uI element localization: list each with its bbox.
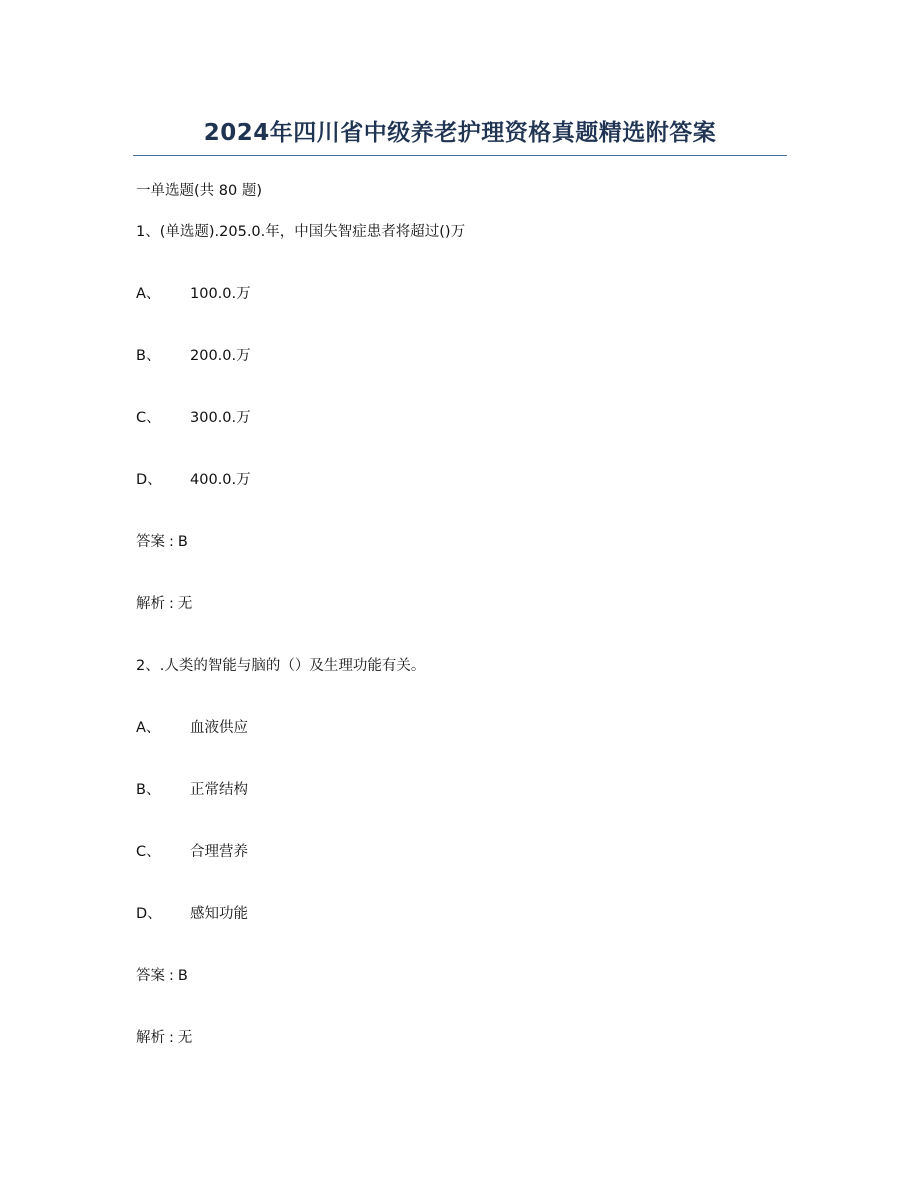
question-stem-1: 1、(单选题).205.0.年，中国失智症患者将超过()万 <box>136 224 466 240</box>
answer-label: 答案 <box>136 534 165 550</box>
analysis-line-2 <box>136 1028 192 1048</box>
analysis-value: 无 <box>177 1030 193 1046</box>
analysis-line-1 <box>136 594 192 614</box>
option-label-1a: A、 <box>136 286 161 302</box>
answer-line-1 <box>136 532 188 552</box>
analysis-label: 解析 <box>136 596 165 612</box>
analysis-value: 无 <box>177 596 193 612</box>
option-text-1a: 100.0.万 <box>190 286 251 302</box>
analysis-label: 解析 <box>136 1030 165 1046</box>
option-label-2b: B、 <box>136 782 161 798</box>
analysis-separator: : <box>169 1030 174 1046</box>
option-label-2d: D、 <box>136 906 162 922</box>
option-text-2d: 感知功能 <box>190 906 248 922</box>
option-text-1d: 400.0.万 <box>190 472 251 488</box>
option-text-2b: 正常结构 <box>190 782 248 798</box>
option-text-1b: 200.0.万 <box>190 348 251 364</box>
analysis-separator: : <box>169 596 174 612</box>
option-label-1b: B、 <box>136 348 161 364</box>
answer-label: 答案 <box>136 968 165 984</box>
title-underline <box>133 155 787 156</box>
option-label-1c: C、 <box>136 410 161 426</box>
document-title: 2024年四川省中级养老护理资格真题精选附答案 <box>203 120 717 146</box>
section-heading: 一单选题(共 80 题) <box>136 183 262 199</box>
answer-separator: : <box>169 968 174 984</box>
answer-value: B <box>177 534 188 550</box>
answer-value: B <box>177 968 188 984</box>
option-text-1c: 300.0.万 <box>190 410 251 426</box>
question-stem-2: 2、.人类的智能与脑的（）及生理功能有关。 <box>136 658 426 674</box>
option-text-2a: 血液供应 <box>190 720 248 736</box>
option-label-2a: A、 <box>136 720 161 736</box>
option-text-2c: 合理营养 <box>190 844 248 860</box>
option-label-1d: D、 <box>136 472 162 488</box>
option-label-2c: C、 <box>136 844 161 860</box>
answer-line-2 <box>136 966 188 986</box>
answer-separator: : <box>169 534 174 550</box>
